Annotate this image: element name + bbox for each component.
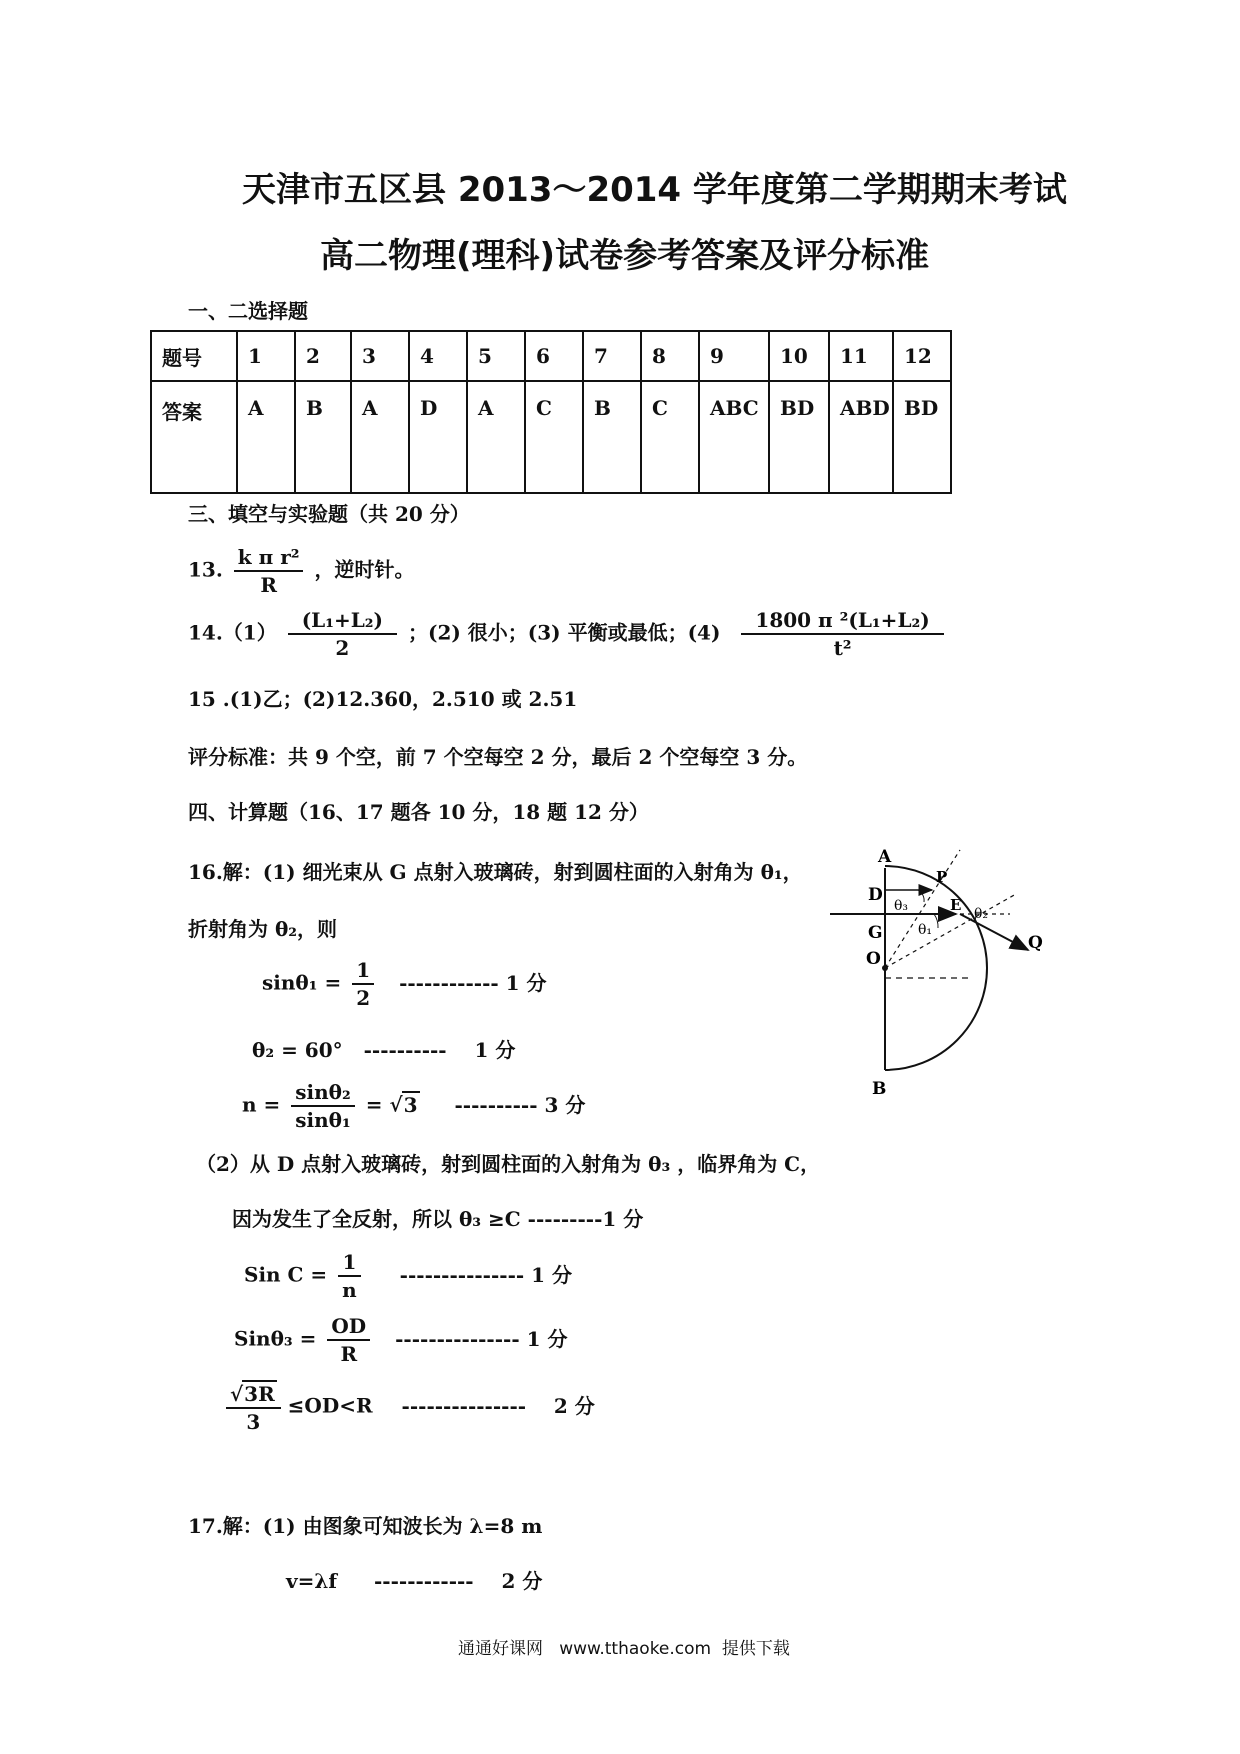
table-row-numbers <box>151 331 951 381</box>
number-cell: 4 <box>409 331 467 381</box>
q14-frac2-denominator: t² <box>833 636 852 660</box>
label-theta2: θ₂ <box>974 906 989 922</box>
eq3-equals: = <box>365 1092 383 1117</box>
eq6-radicand: 3R <box>244 1382 275 1406</box>
label-A: A <box>878 848 892 867</box>
q16-eq5 <box>234 1314 567 1366</box>
eq2-text: θ₂ = 60° <box>252 1038 343 1062</box>
q16-eq6 <box>226 1380 595 1434</box>
eq4-denominator: n <box>342 1278 357 1302</box>
q13-denominator: R <box>260 573 277 597</box>
q17-eq1-text: v=λf <box>286 1569 338 1593</box>
q14-label: 14.（1） <box>188 620 277 645</box>
number-cell: 8 <box>641 331 699 381</box>
q14-fraction-2 <box>741 608 943 660</box>
answer-table <box>150 330 952 494</box>
number-cell: 9 <box>699 331 769 381</box>
number-cell: 10 <box>769 331 829 381</box>
eq3-score: ---------- 3 分 <box>454 1092 586 1117</box>
label-G: G <box>868 923 883 943</box>
answer-cell: A <box>467 381 525 493</box>
label-Q: Q <box>1028 933 1043 953</box>
q14-frac2-numerator: 1800 π ²(L₁+L₂) <box>741 608 943 635</box>
q17-eq1-score: ------------ 2 分 <box>373 1569 543 1593</box>
eq6-fraction <box>226 1380 281 1434</box>
label-B: B <box>872 1079 887 1098</box>
answer-cell: BD <box>893 381 951 493</box>
eq6-rhs: ≤OD<R <box>287 1393 373 1418</box>
q16-line1: 16.解：(1) 细光束从 G 点射入玻璃砖，射到圆柱面的入射角为 θ₁， <box>188 860 803 884</box>
answer-cell: BD <box>769 381 829 493</box>
header-label-cell: 题号 <box>151 331 237 381</box>
section-calc-heading: 四、计算题（16、17 题各 10 分，18 题 12 分） <box>188 800 649 824</box>
section-choice-heading: 一、二选择题 <box>188 299 308 323</box>
eq1-lhs: sinθ₁ = <box>262 970 342 995</box>
q13-tail: ，逆时针。 <box>314 557 415 582</box>
number-cell: 1 <box>237 331 295 381</box>
eq1-denominator: 2 <box>356 986 371 1010</box>
label-theta1: θ₁ <box>918 922 933 938</box>
q16-eq2 <box>252 1034 515 1063</box>
number-cell: 12 <box>893 331 951 381</box>
answer-cell: ABC <box>699 381 769 493</box>
answer-cell: A <box>237 381 295 493</box>
q16-eq4 <box>244 1250 572 1302</box>
eq3-fraction <box>291 1080 355 1132</box>
q15-answer: 15 .(1)乙；(2)12.360，2.510 或 2.51 <box>188 687 578 711</box>
answer-cell: A <box>351 381 409 493</box>
label-theta3: θ₃ <box>894 898 909 914</box>
q16-line2: 折射角为 θ₂，则 <box>188 917 338 941</box>
eq5-score: --------------- 1 分 <box>395 1326 568 1351</box>
eq5-numerator: OD <box>327 1314 370 1341</box>
number-cell: 5 <box>467 331 525 381</box>
q13-fraction <box>234 545 304 597</box>
q16-eq3 <box>242 1080 585 1132</box>
eq6-score: --------------- 2 分 <box>401 1393 595 1418</box>
eq1-fraction <box>352 958 374 1010</box>
eq5-fraction <box>327 1314 370 1366</box>
eq4-lhs: Sin C = <box>244 1262 328 1287</box>
eq3-radicand: 3 <box>403 1092 418 1117</box>
q14-frac1-numerator: (L₁+L₂) <box>288 608 397 635</box>
eq5-denominator: R <box>340 1342 358 1366</box>
answer-cell: C <box>641 381 699 493</box>
eq5-lhs: Sinθ₃ = <box>234 1326 317 1351</box>
q13-answer <box>188 545 414 597</box>
eq4-score: --------------- 1 分 <box>399 1262 573 1287</box>
answer-cell: B <box>295 381 351 493</box>
number-cell: 11 <box>829 331 893 381</box>
answer-cell: B <box>583 381 641 493</box>
eq1-numerator: 1 <box>352 958 374 985</box>
eq2-score: ---------- 1 分 <box>363 1038 516 1062</box>
q14-answer <box>188 608 948 660</box>
label-P: P <box>936 868 948 886</box>
eq6-denominator: 3 <box>246 1410 261 1434</box>
optics-diagram <box>820 848 1050 1098</box>
q14-middle: ；(2) 很小；(3) 平衡或最低；(4) <box>407 620 721 645</box>
q16-eq1 <box>262 958 547 1010</box>
q17-line1: 17.解：(1) 由图象可知波长为 λ=8 m <box>188 1514 543 1538</box>
table-row-answers <box>151 381 951 493</box>
number-cell: 7 <box>583 331 641 381</box>
number-cell: 3 <box>351 331 409 381</box>
q17-eq1 <box>286 1565 542 1594</box>
answer-cell: C <box>525 381 583 493</box>
sqrt-symbol: √ <box>230 1382 244 1406</box>
eq3-numerator: sinθ₂ <box>291 1080 355 1107</box>
answer-cell: ABD <box>829 381 893 493</box>
number-cell: 6 <box>525 331 583 381</box>
answer-label-cell: 答案 <box>151 381 237 493</box>
q16-part2-line2: 因为发生了全反射，所以 θ₃ ≥C ---------1 分 <box>232 1207 644 1231</box>
q14-fraction-1 <box>288 608 397 660</box>
q13-numerator: k π r² <box>234 545 304 572</box>
q16-part2-line1: （2）从 D 点射入玻璃砖，射到圆柱面的入射角为 θ₃ ，临界角为 C， <box>196 1152 821 1176</box>
sqrt-symbol: √ <box>389 1092 403 1117</box>
label-O: O <box>866 949 881 969</box>
eq3-denominator: sinθ₁ <box>295 1108 351 1132</box>
eq6-numerator <box>226 1380 281 1409</box>
footer-credit: 通通好课网 www.tthaoke.com 提供下载 <box>458 1639 790 1659</box>
scoring-note: 评分标准：共 9 个空，前 7 个空每空 2 分，最后 2 个空每空 3 分。 <box>188 745 808 769</box>
eq1-score: ------------ 1 分 <box>399 970 547 995</box>
page-title: 天津市五区县 2013～2014 学年度第二学期期末考试 <box>242 170 1067 210</box>
page-subtitle: 高二物理(理科)试卷参考答案及评分标准 <box>320 236 930 276</box>
eq3-lhs: n = <box>242 1092 281 1117</box>
label-D: D <box>868 885 883 905</box>
eq4-numerator: 1 <box>338 1250 361 1277</box>
section-fill-heading: 三、填空与实验题（共 20 分） <box>188 502 470 526</box>
eq4-fraction <box>338 1250 361 1302</box>
q13-label: 13. <box>188 557 223 582</box>
q14-frac1-denominator: 2 <box>335 636 350 660</box>
label-E: E <box>950 896 962 914</box>
number-cell: 2 <box>295 331 351 381</box>
answer-cell: D <box>409 381 467 493</box>
